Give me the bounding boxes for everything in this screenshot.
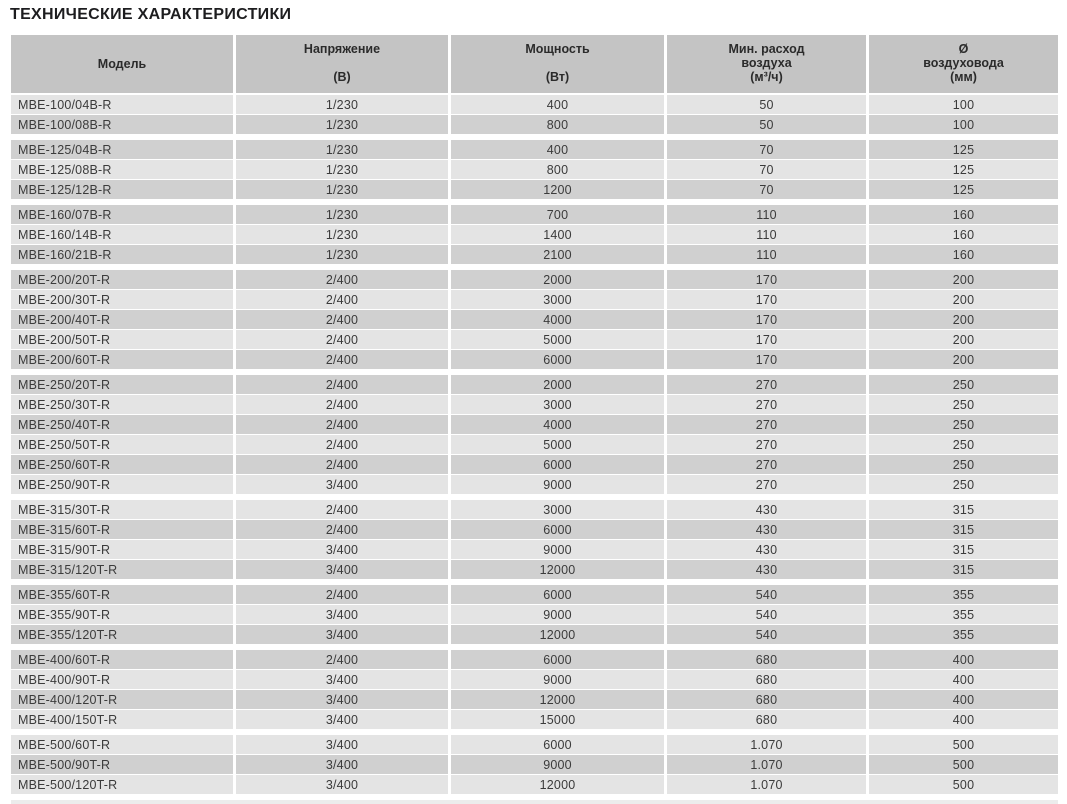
cell-airflow: 1.070 bbox=[667, 755, 866, 774]
table-row bbox=[11, 625, 1058, 644]
cell-voltage: 3/400 bbox=[236, 710, 448, 729]
cell-diameter: 250 bbox=[869, 435, 1058, 454]
cell-model: MBE-355/120T-R bbox=[11, 625, 233, 644]
cell-diameter: 355 bbox=[869, 625, 1058, 644]
column-header-diameter-line: Ø bbox=[958, 42, 969, 56]
cell-diameter: 100 bbox=[869, 115, 1058, 134]
cell-power: 800 bbox=[451, 160, 664, 179]
cell-model: MBE-355/60T-R bbox=[11, 585, 233, 604]
table-row bbox=[11, 670, 1058, 689]
cell-diameter: 315 bbox=[869, 540, 1058, 559]
column-header-model bbox=[11, 35, 233, 93]
cell-diameter: 400 bbox=[869, 690, 1058, 709]
model-series-group bbox=[11, 375, 1058, 494]
cell-model: MBE-315/90T-R bbox=[11, 540, 233, 559]
cell-diameter: 250 bbox=[869, 475, 1058, 494]
cell-model: MBE-500/120T-R bbox=[11, 775, 233, 794]
cell-diameter: 200 bbox=[869, 310, 1058, 329]
column-header-diameter-line: (мм) bbox=[950, 70, 977, 84]
cell-diameter: 200 bbox=[869, 330, 1058, 349]
cell-voltage: 1/230 bbox=[236, 225, 448, 244]
cell-power: 5000 bbox=[451, 435, 664, 454]
cell-model: MBE-250/50T-R bbox=[11, 435, 233, 454]
column-header-voltage-line: (В) bbox=[333, 70, 351, 84]
cell-airflow: 170 bbox=[667, 350, 866, 369]
cell-model: MBE-500/90T-R bbox=[11, 755, 233, 774]
table-row bbox=[11, 270, 1058, 289]
cell-power: 9000 bbox=[451, 605, 664, 624]
table-row bbox=[11, 735, 1058, 754]
cell-voltage: 3/400 bbox=[236, 475, 448, 494]
cell-model: MBE-160/14B-R bbox=[11, 225, 233, 244]
column-header-model-line: Модель bbox=[97, 57, 147, 71]
cell-power: 12000 bbox=[451, 775, 664, 794]
cell-airflow: 270 bbox=[667, 415, 866, 434]
table-body bbox=[11, 95, 1058, 794]
cell-voltage: 2/400 bbox=[236, 415, 448, 434]
cell-diameter: 400 bbox=[869, 710, 1058, 729]
cell-voltage: 2/400 bbox=[236, 350, 448, 369]
cell-voltage: 1/230 bbox=[236, 205, 448, 224]
cell-power: 3000 bbox=[451, 290, 664, 309]
cell-diameter: 125 bbox=[869, 160, 1058, 179]
cell-voltage: 3/400 bbox=[236, 690, 448, 709]
cell-power: 6000 bbox=[451, 455, 664, 474]
cell-airflow: 270 bbox=[667, 455, 866, 474]
cell-model: MBE-400/150T-R bbox=[11, 710, 233, 729]
cell-voltage: 3/400 bbox=[236, 540, 448, 559]
cell-airflow: 680 bbox=[667, 670, 866, 689]
cell-diameter: 125 bbox=[869, 180, 1058, 199]
cell-power: 6000 bbox=[451, 585, 664, 604]
cell-power: 9000 bbox=[451, 755, 664, 774]
cell-airflow: 270 bbox=[667, 435, 866, 454]
cell-model: MBE-500/60T-R bbox=[11, 735, 233, 754]
cell-voltage: 1/230 bbox=[236, 115, 448, 134]
cell-power: 15000 bbox=[451, 710, 664, 729]
cell-diameter: 315 bbox=[869, 520, 1058, 539]
cell-voltage: 2/400 bbox=[236, 395, 448, 414]
cell-airflow: 170 bbox=[667, 290, 866, 309]
cell-power: 4000 bbox=[451, 310, 664, 329]
cell-diameter: 250 bbox=[869, 395, 1058, 414]
cell-airflow: 70 bbox=[667, 180, 866, 199]
cell-model: MBE-200/30T-R bbox=[11, 290, 233, 309]
cell-model: MBE-250/20T-R bbox=[11, 375, 233, 394]
cell-voltage: 3/400 bbox=[236, 605, 448, 624]
cell-voltage: 3/400 bbox=[236, 755, 448, 774]
cell-diameter: 500 bbox=[869, 735, 1058, 754]
cell-voltage: 2/400 bbox=[236, 270, 448, 289]
cell-airflow: 680 bbox=[667, 710, 866, 729]
page-title: ТЕХНИЧЕСКИЕ ХАРАКТЕРИСТИКИ bbox=[10, 6, 292, 23]
table-row bbox=[11, 350, 1058, 369]
cell-airflow: 430 bbox=[667, 500, 866, 519]
cell-airflow: 540 bbox=[667, 585, 866, 604]
cell-power: 6000 bbox=[451, 350, 664, 369]
cell-voltage: 3/400 bbox=[236, 625, 448, 644]
cell-diameter: 315 bbox=[869, 500, 1058, 519]
table-row bbox=[11, 290, 1058, 309]
cell-power: 6000 bbox=[451, 520, 664, 539]
cell-diameter: 200 bbox=[869, 270, 1058, 289]
cell-model: MBE-250/90T-R bbox=[11, 475, 233, 494]
cell-diameter: 250 bbox=[869, 455, 1058, 474]
cell-voltage: 2/400 bbox=[236, 330, 448, 349]
cell-model: MBE-355/90T-R bbox=[11, 605, 233, 624]
cell-power: 2000 bbox=[451, 375, 664, 394]
cell-power: 6000 bbox=[451, 735, 664, 754]
cell-airflow: 680 bbox=[667, 650, 866, 669]
table-header-row bbox=[11, 35, 1058, 93]
cell-power: 1200 bbox=[451, 180, 664, 199]
cell-model: MBE-125/08B-R bbox=[11, 160, 233, 179]
cell-diameter: 315 bbox=[869, 560, 1058, 579]
cell-diameter: 160 bbox=[869, 205, 1058, 224]
column-header-airflow-line: (м³/ч) bbox=[750, 70, 783, 84]
cell-model: MBE-400/90T-R bbox=[11, 670, 233, 689]
cell-diameter: 100 bbox=[869, 95, 1058, 114]
cell-power: 9000 bbox=[451, 475, 664, 494]
column-header-power-line: Мощность bbox=[525, 42, 590, 56]
cell-voltage: 2/400 bbox=[236, 650, 448, 669]
cell-diameter: 500 bbox=[869, 775, 1058, 794]
cell-voltage: 2/400 bbox=[236, 375, 448, 394]
cell-diameter: 500 bbox=[869, 755, 1058, 774]
cell-diameter: 200 bbox=[869, 350, 1058, 369]
cell-power: 12000 bbox=[451, 560, 664, 579]
cell-airflow: 110 bbox=[667, 205, 866, 224]
cell-airflow: 50 bbox=[667, 95, 866, 114]
cell-model: MBE-400/60T-R bbox=[11, 650, 233, 669]
cell-voltage: 1/230 bbox=[236, 245, 448, 264]
cell-power: 400 bbox=[451, 95, 664, 114]
table-row bbox=[11, 755, 1058, 774]
cell-airflow: 270 bbox=[667, 475, 866, 494]
cell-power: 400 bbox=[451, 140, 664, 159]
cell-airflow: 430 bbox=[667, 540, 866, 559]
table-row bbox=[11, 395, 1058, 414]
cell-airflow: 540 bbox=[667, 625, 866, 644]
cell-airflow: 50 bbox=[667, 115, 866, 134]
cell-power: 800 bbox=[451, 115, 664, 134]
table-row bbox=[11, 560, 1058, 579]
cell-power: 1400 bbox=[451, 225, 664, 244]
cell-airflow: 110 bbox=[667, 245, 866, 264]
cell-airflow: 170 bbox=[667, 310, 866, 329]
table-row bbox=[11, 475, 1058, 494]
cell-diameter: 200 bbox=[869, 290, 1058, 309]
column-header-voltage-line: Напряжение bbox=[303, 42, 381, 56]
cell-power: 9000 bbox=[451, 670, 664, 689]
technical-specs-table bbox=[11, 35, 1058, 804]
cell-power: 3000 bbox=[451, 395, 664, 414]
cell-power: 4000 bbox=[451, 415, 664, 434]
cell-model: MBE-160/07B-R bbox=[11, 205, 233, 224]
column-header-diameter bbox=[869, 35, 1058, 93]
cell-voltage: 2/400 bbox=[236, 455, 448, 474]
table-row bbox=[11, 435, 1058, 454]
cell-model: MBE-200/40T-R bbox=[11, 310, 233, 329]
cell-voltage: 2/400 bbox=[236, 500, 448, 519]
table-row bbox=[11, 140, 1058, 159]
cell-voltage: 1/230 bbox=[236, 160, 448, 179]
cell-voltage: 2/400 bbox=[236, 585, 448, 604]
cell-diameter: 160 bbox=[869, 225, 1058, 244]
cell-model: MBE-315/60T-R bbox=[11, 520, 233, 539]
cell-model: MBE-250/30T-R bbox=[11, 395, 233, 414]
cell-voltage: 3/400 bbox=[236, 560, 448, 579]
cell-model: MBE-250/60T-R bbox=[11, 455, 233, 474]
cell-voltage: 2/400 bbox=[236, 520, 448, 539]
table-row bbox=[11, 455, 1058, 474]
cell-airflow: 70 bbox=[667, 160, 866, 179]
cell-diameter: 160 bbox=[869, 245, 1058, 264]
table-row bbox=[11, 310, 1058, 329]
cell-diameter: 400 bbox=[869, 670, 1058, 689]
cell-voltage: 2/400 bbox=[236, 435, 448, 454]
cell-power: 9000 bbox=[451, 540, 664, 559]
cell-model: MBE-315/120T-R bbox=[11, 560, 233, 579]
cell-power: 12000 bbox=[451, 625, 664, 644]
cell-model: MBE-400/120T-R bbox=[11, 690, 233, 709]
table-row bbox=[11, 180, 1058, 199]
cell-model: MBE-125/04B-R bbox=[11, 140, 233, 159]
column-header-diameter-line: воздуховода bbox=[923, 56, 1004, 70]
table-row bbox=[11, 225, 1058, 244]
cell-airflow: 1.070 bbox=[667, 735, 866, 754]
table-row bbox=[11, 415, 1058, 434]
table-bottom-cutoff-row bbox=[11, 800, 1058, 804]
model-series-group bbox=[11, 140, 1058, 199]
cell-power: 3000 bbox=[451, 500, 664, 519]
column-header-airflow bbox=[667, 35, 866, 93]
table-row bbox=[11, 710, 1058, 729]
cell-model: MBE-200/20T-R bbox=[11, 270, 233, 289]
cell-airflow: 170 bbox=[667, 270, 866, 289]
column-header-power-line: (Вт) bbox=[545, 70, 570, 84]
table-row bbox=[11, 520, 1058, 539]
model-series-group bbox=[11, 500, 1058, 579]
cell-airflow: 1.070 bbox=[667, 775, 866, 794]
cell-model: MBE-160/21B-R bbox=[11, 245, 233, 264]
cell-diameter: 355 bbox=[869, 585, 1058, 604]
cell-airflow: 430 bbox=[667, 520, 866, 539]
cell-model: MBE-125/12B-R bbox=[11, 180, 233, 199]
cell-power: 5000 bbox=[451, 330, 664, 349]
cell-power: 6000 bbox=[451, 650, 664, 669]
model-series-group bbox=[11, 585, 1058, 644]
table-row bbox=[11, 330, 1058, 349]
table-row bbox=[11, 540, 1058, 559]
table-row bbox=[11, 500, 1058, 519]
cell-airflow: 540 bbox=[667, 605, 866, 624]
cell-diameter: 250 bbox=[869, 415, 1058, 434]
model-series-group bbox=[11, 95, 1058, 134]
column-header-airflow-line: Мин. расход bbox=[728, 42, 805, 56]
cell-airflow: 110 bbox=[667, 225, 866, 244]
table-row bbox=[11, 160, 1058, 179]
table-row bbox=[11, 115, 1058, 134]
cell-airflow: 270 bbox=[667, 395, 866, 414]
cell-voltage: 3/400 bbox=[236, 775, 448, 794]
cell-voltage: 1/230 bbox=[236, 180, 448, 199]
cell-diameter: 125 bbox=[869, 140, 1058, 159]
table-row bbox=[11, 205, 1058, 224]
cell-voltage: 1/230 bbox=[236, 95, 448, 114]
cell-airflow: 170 bbox=[667, 330, 866, 349]
cell-voltage: 2/400 bbox=[236, 310, 448, 329]
cell-power: 12000 bbox=[451, 690, 664, 709]
cell-airflow: 430 bbox=[667, 560, 866, 579]
table-row bbox=[11, 605, 1058, 624]
table-row bbox=[11, 375, 1058, 394]
cell-power: 2100 bbox=[451, 245, 664, 264]
cell-airflow: 70 bbox=[667, 140, 866, 159]
cell-power: 700 bbox=[451, 205, 664, 224]
cell-voltage: 1/230 bbox=[236, 140, 448, 159]
cell-airflow: 270 bbox=[667, 375, 866, 394]
cell-diameter: 400 bbox=[869, 650, 1058, 669]
cell-model: MBE-315/30T-R bbox=[11, 500, 233, 519]
column-header-power bbox=[451, 35, 664, 93]
model-series-group bbox=[11, 735, 1058, 794]
cell-voltage: 2/400 bbox=[236, 290, 448, 309]
table-row bbox=[11, 775, 1058, 794]
cell-model: MBE-100/04B-R bbox=[11, 95, 233, 114]
table-row bbox=[11, 585, 1058, 604]
model-series-group bbox=[11, 270, 1058, 369]
table-row bbox=[11, 95, 1058, 114]
cell-model: MBE-100/08B-R bbox=[11, 115, 233, 134]
column-header-airflow-line: воздуха bbox=[741, 56, 792, 70]
cell-model: MBE-200/50T-R bbox=[11, 330, 233, 349]
table-row bbox=[11, 245, 1058, 264]
cell-airflow: 680 bbox=[667, 690, 866, 709]
cell-diameter: 250 bbox=[869, 375, 1058, 394]
table-row bbox=[11, 650, 1058, 669]
table-row bbox=[11, 690, 1058, 709]
cell-power: 2000 bbox=[451, 270, 664, 289]
cell-diameter: 355 bbox=[869, 605, 1058, 624]
column-header-voltage bbox=[236, 35, 448, 93]
cell-model: MBE-250/40T-R bbox=[11, 415, 233, 434]
model-series-group bbox=[11, 205, 1058, 264]
cell-model: MBE-200/60T-R bbox=[11, 350, 233, 369]
model-series-group bbox=[11, 650, 1058, 729]
cell-voltage: 3/400 bbox=[236, 735, 448, 754]
cell-voltage: 3/400 bbox=[236, 670, 448, 689]
